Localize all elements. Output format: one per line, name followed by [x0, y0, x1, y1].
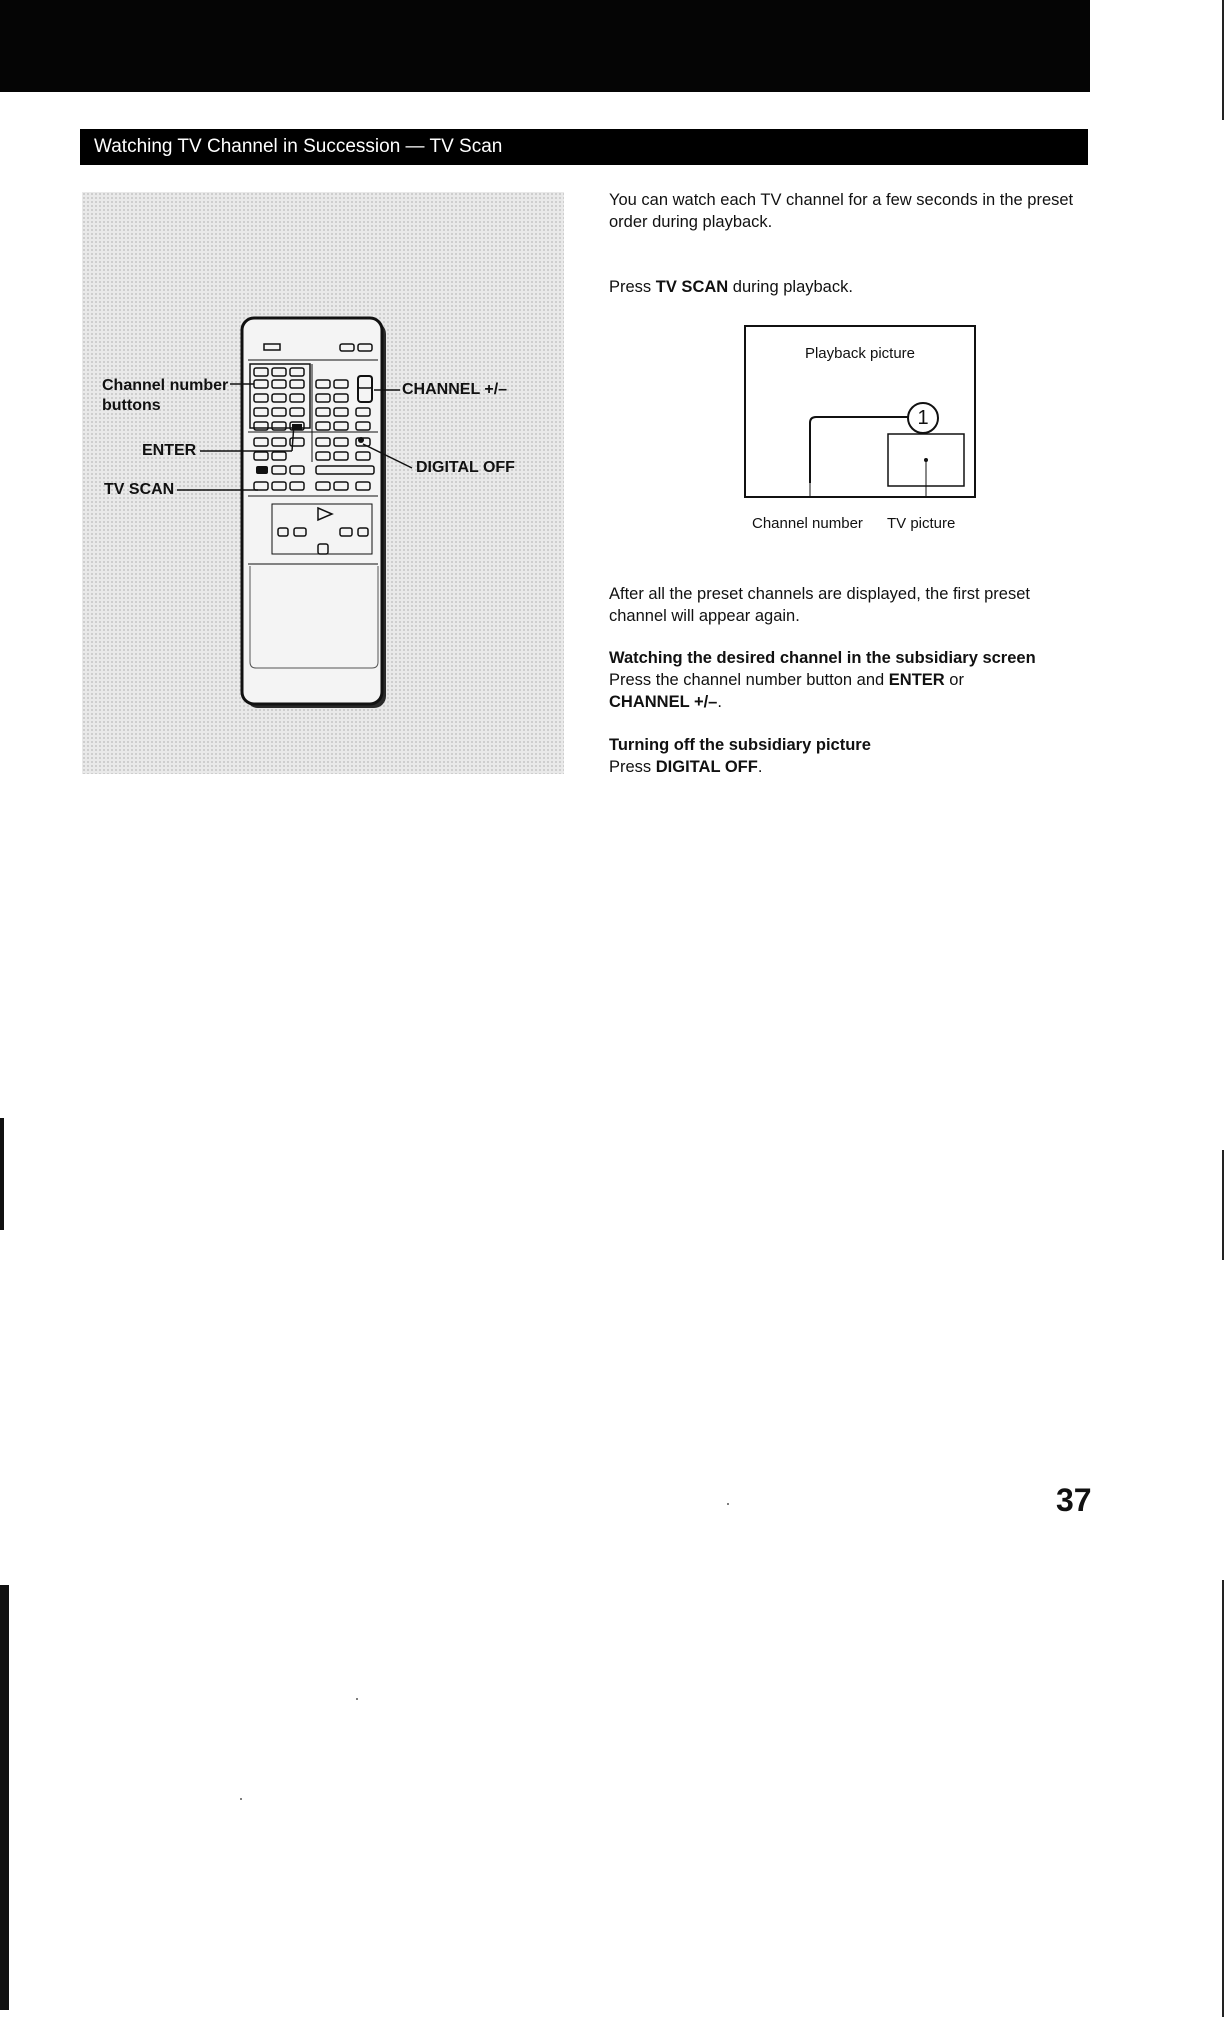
callout-digital-off: DIGITAL OFF — [416, 459, 515, 476]
turn-off-heading: Turning off the subsidiary picture — [609, 736, 871, 754]
margin-rule-mid — [1222, 1150, 1224, 1260]
label-channel-number: Channel number — [752, 515, 863, 532]
turn-off-text-a: Press — [609, 758, 656, 776]
callout-enter: ENTER — [142, 442, 197, 459]
remote-illustration — [82, 192, 564, 774]
playback-picture-diagram — [744, 325, 976, 498]
step-key: TV SCAN — [655, 278, 729, 296]
subsidiary-screen-text-b: or — [944, 671, 964, 689]
subsidiary-screen-heading: Watching the desired channel in the subsidiary screen — [609, 649, 1036, 667]
page-number: 37 — [1056, 1482, 1092, 1518]
subsidiary-screen-key-channel: CHANNEL +/– — [609, 693, 718, 711]
callout-channel-plus-minus: CHANNEL +/– — [402, 381, 508, 398]
callout-channel-number: Channel number — [102, 377, 229, 394]
turn-off-text-b: . — [757, 758, 763, 776]
intro-paragraph: You can watch each TV channel for a few seconds in the preset order during playback. — [609, 191, 1074, 231]
subsidiary-screen-text-a: Press the channel number button and — [609, 671, 889, 689]
subsidiary-screen-text-c: . — [717, 693, 722, 711]
diagram-title: Playback picture — [804, 345, 916, 362]
subsidiary-screen-key-enter: ENTER — [888, 671, 945, 689]
after-paragraph: After all the preset channels are displayed, the first preset channel will appear again. — [609, 585, 1030, 625]
binding-mark-bottom — [0, 1585, 9, 2010]
margin-rule-bottom — [1222, 1580, 1224, 2017]
section-title: Watching TV Channel in Succession — TV Scan — [80, 129, 1088, 165]
scan-speck — [727, 1503, 729, 1505]
channel-marker-number: 1 — [917, 407, 929, 429]
binding-mark-mid — [0, 1118, 4, 1230]
scan-speck — [356, 1698, 358, 1700]
callout-buttons: buttons — [102, 397, 161, 414]
scan-speck — [240, 1798, 242, 1800]
callout-tv-scan: TV SCAN — [104, 481, 175, 498]
step-instruction — [609, 276, 1089, 298]
turn-off-key: DIGITAL OFF — [655, 758, 758, 776]
step-suffix: during playback. — [728, 278, 853, 296]
margin-rule-top — [1222, 0, 1224, 120]
subsidiary-screen-section — [609, 647, 1089, 713]
header-band — [0, 0, 1090, 92]
step-prefix: Press — [609, 278, 656, 296]
turn-off-section — [609, 734, 1089, 778]
label-tv-picture: TV picture — [887, 515, 956, 532]
